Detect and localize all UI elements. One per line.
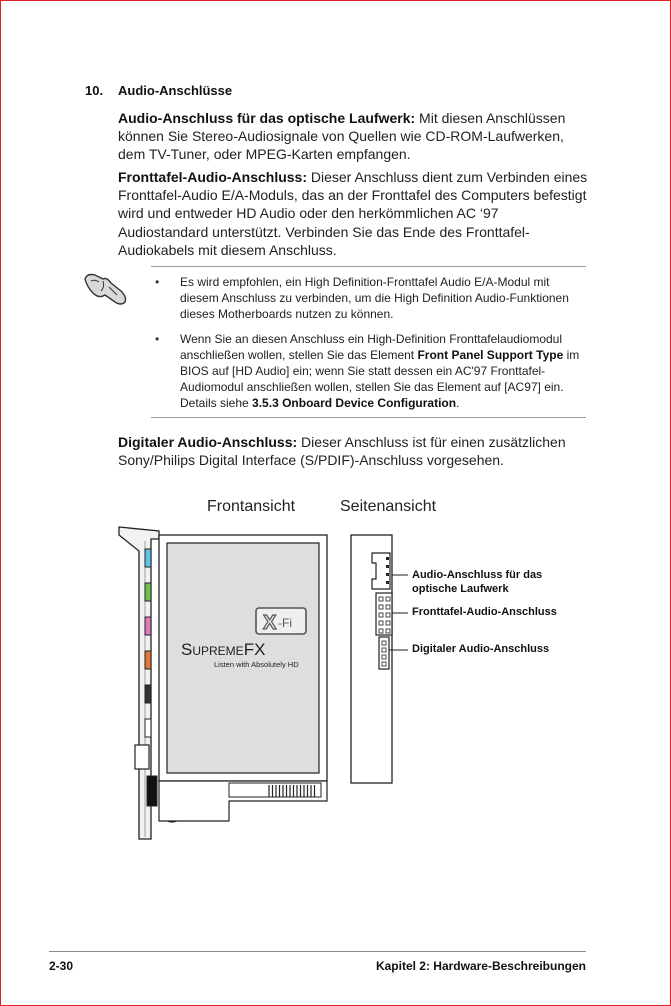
- xfi-logo-fi: -Fi: [278, 616, 292, 630]
- header-pin: [386, 629, 390, 633]
- header-pin: [386, 613, 390, 617]
- optical-pin: [386, 557, 389, 560]
- header-pin: [379, 605, 383, 609]
- card-side-view: [346, 531, 416, 791]
- brand-tagline: Listen with Absolutely HD: [214, 660, 299, 669]
- optical-pin: [386, 581, 389, 584]
- section-number: 10.: [85, 83, 104, 98]
- note-bullet-2: [180, 331, 585, 411]
- hand-note-icon: [81, 269, 131, 307]
- side-view-label: Seitenansicht: [340, 498, 437, 515]
- paragraph-optical-text: Mit diesen Anschlüssen können Sie Stereo-Audiosignale von Quellen wie CD-ROM-Laufwerken, dem TV-Tuner, oder MPEG-Karten empfangen.: [118, 110, 566, 163]
- brand-fx: FX: [243, 640, 266, 659]
- digital-pin: [382, 648, 386, 652]
- header-pin: [379, 629, 383, 633]
- header-pin: [386, 605, 390, 609]
- callout-optical-connector: Audio-Anschluss für das optische Laufwerk: [412, 569, 543, 595]
- header-pin: [386, 621, 390, 625]
- note-bullet-1-marker: •: [155, 275, 160, 289]
- paragraph-optical-connector: [118, 109, 588, 164]
- optical-pin: [386, 573, 389, 576]
- paragraph-frontpanel-text: Dieser Anschluss dient zum Verbinden eines Fronttafel-Audio E/A-Moduls, das an der Fronttafel des Computers befestigt wird und entweder HD Audio oder den herkömmlichen AC ‘97 Audiostandard unterstützt. Verbinden Sie das Ende des Fronttafel-Audiokabels mit diesem Anschluss.: [118, 169, 588, 258]
- audio-jack: [145, 549, 151, 567]
- digital-pin: [382, 655, 386, 659]
- audio-jack: [145, 719, 151, 737]
- digital-pin: [382, 662, 386, 666]
- note-bullet-2-marker: •: [155, 332, 160, 346]
- paragraph-digital-connector: [118, 433, 588, 469]
- section-title: Audio-Anschlüsse: [118, 83, 233, 98]
- callout-frontpanel-connector: Fronttafel-Audio-Anschluss: [412, 606, 557, 618]
- audio-jack: [145, 583, 151, 601]
- note-bullet-2-text-2: im BIOS auf [HD Audio] ein; wenn Sie statt dessen ein AC'97 Fronttafel-Audiomodul anschließen wollen, stellen Sie das Element auf [AC97] ein. Details siehe: [180, 348, 580, 410]
- note-bottom-rule: [151, 417, 586, 418]
- note-bullet-1: Es wird empfohlen, ein High Definition-Fronttafel Audio E/A-Modul mit diesem Anschluss zu verbinden, um die High Definition Audio-Funktionen dieses Motherboards nutzen zu können.: [180, 275, 569, 321]
- paragraph-frontpanel-label: Fronttafel-Audio-Anschluss:: [118, 169, 307, 185]
- card-front-view: [111, 521, 341, 851]
- xfi-logo-x: X: [263, 612, 277, 634]
- note-bullet-2-bold-1: Front Panel Support Type: [417, 348, 564, 362]
- page-number: 2-30: [49, 959, 74, 973]
- chapter-title: Kapitel 2: Hardware-Beschreibungen: [375, 959, 586, 973]
- paragraph-digital-text: Dieser Anschluss ist für einen zusätzlichen Sony/Philips Digital Interface (S/PDIF)-Anschluss vorgesehen.: [118, 434, 566, 469]
- brand-s: S: [181, 640, 193, 659]
- paragraph-frontpanel-connector: [118, 168, 588, 259]
- audio-jack: [145, 685, 151, 703]
- note-bullet-2-bold-2: 3.5.3 Onboard Device Configuration: [252, 396, 457, 410]
- header-pin: [379, 621, 383, 625]
- note-top-rule: [151, 266, 586, 267]
- audio-jack: [145, 651, 151, 669]
- paragraph-optical-label: Audio-Anschluss für das optische Laufwerk:: [118, 110, 416, 126]
- front-view-label: Frontansicht: [207, 498, 296, 515]
- footer-rule: [49, 951, 586, 952]
- optical-pin: [386, 565, 389, 568]
- spdif-port: [147, 776, 157, 806]
- header-pin: [379, 613, 383, 617]
- note-bullet-2-text-3: .: [456, 396, 460, 410]
- audio-jack: [145, 617, 151, 635]
- header-pin: [386, 597, 390, 601]
- optical-port: [135, 745, 149, 769]
- header-pin: [379, 597, 383, 601]
- brand-upreme: UPREME: [192, 644, 244, 658]
- note-bullet-2-text-1: Wenn Sie an diesen Anschluss ein High-Definition Fronttafelaudiomodul anschließen wollen, stellen Sie das Element: [180, 332, 563, 362]
- digital-pin: [382, 641, 386, 645]
- paragraph-digital-label: Digitaler Audio-Anschluss:: [118, 434, 298, 450]
- callout-digital-connector: Digitaler Audio-Anschluss: [412, 643, 550, 655]
